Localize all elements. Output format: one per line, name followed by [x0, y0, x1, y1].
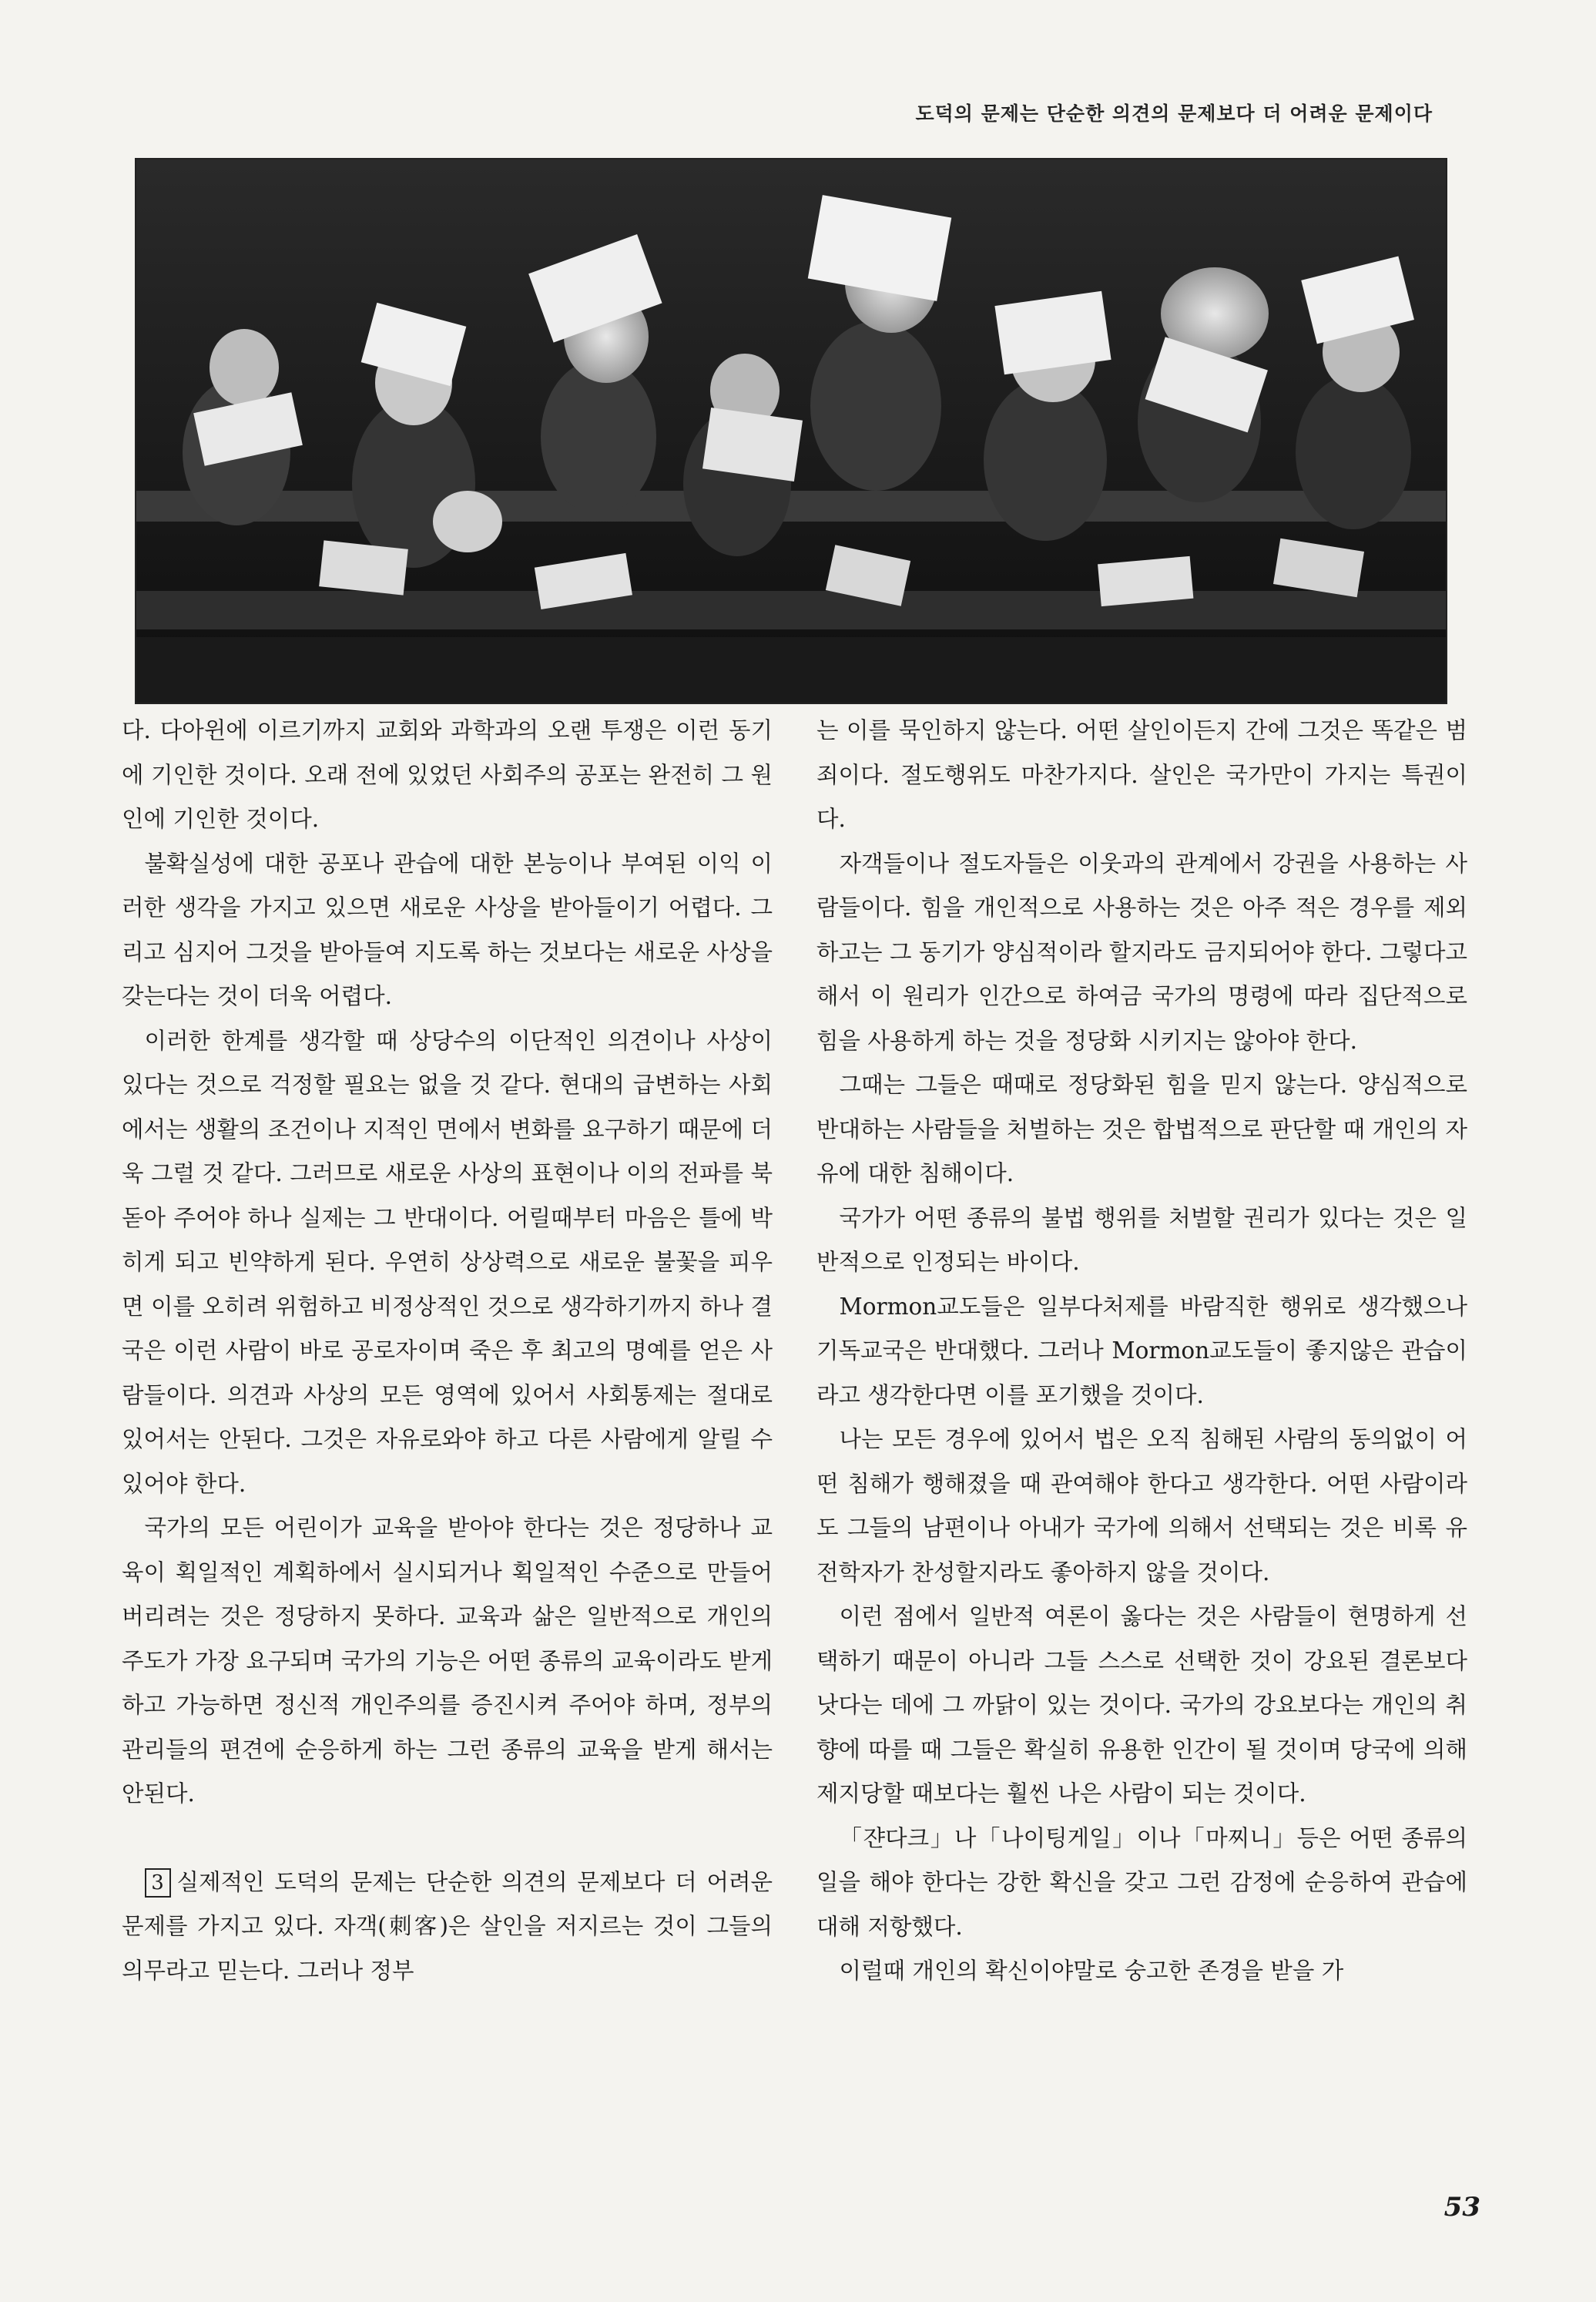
left-column — [122, 709, 773, 1993]
photo-illustration — [135, 158, 1447, 704]
right-paragraph-3: 그때는 그들은 때때로 정당화된 힘을 믿지 않는다. 양심적으로 반대하는 사람들을 처벌하는 것은 합법적으로 판단할 때 개인의 자유에 대한 침해이다. — [816, 1072, 1467, 1186]
photo-image — [136, 159, 1446, 703]
section-number-box: 3 — [145, 1868, 171, 1898]
right-paragraph-4: 국가가 어떤 종류의 불법 행위를 처벌할 권리가 있다는 것은 일반적으로 인정되는 바이다. — [816, 1204, 1467, 1275]
right-paragraph-9: 이럴때 개인의 확신이야말로 숭고한 존경을 받을 가 — [839, 1958, 1344, 1984]
left-paragraph-2: 불확실성에 대한 공포나 관습에 대한 본능이나 부여된 이익 이러한 생각을 가지고 있으면 새로운 사상을 받아들이기 어렵다. 그리고 심지어 그것을 받아들여 지도록 하는 것보다는 새로운 사상을 갖는다는 것이 더욱 어렵다. — [122, 850, 773, 1009]
page-number: 53 — [1443, 2192, 1480, 2223]
right-paragraph-5: Mormon교도들은 일부다처제를 바람직한 행위로 생각했으나 기독교국은 반대했다. 그러나 Mormon교도들이 좋지않은 관습이라고 생각한다면 이를 포기했을 것이다. — [816, 1293, 1467, 1408]
right-paragraph-8: 「쟌다크」나「나이팅게일」이나「마찌니」등은 어떤 종류의 일을 해야 한다는 강한 확신을 갖고 그런 감정에 순응하여 관습에 대해 저항했다. — [816, 1824, 1467, 1940]
right-paragraph-1: 는 이를 묵인하지 않는다. 어떤 살인이든지 간에 그것은 똑같은 범죄이다. 절도행위도 마찬가지다. 살인은 국가만이 가지는 특권이다. — [816, 717, 1467, 832]
left-paragraph-4: 국가의 모든 어린이가 교육을 받아야 한다는 것은 정당하나 교육이 획일적인 계획하에서 실시되거나 획일적인 수준으로 만들어 버리려는 것은 정당하지 못하다. 교육과 삶은 일반적으로 개인의 주도가 가장 요구되며 국가의 기능은 어떤 종류의 교육이라도 받게 하고 가능하면 정신적 개인주의를 증진시켜 주어야 하며, 정부의 관리들의 편견에 순응하게 하는 그런 종류의 교육을 받게 해서는 안된다. — [122, 1515, 773, 1807]
right-paragraph-6: 나는 모든 경우에 있어서 법은 오직 침해된 사람의 동의없이 어떤 침해가 행해졌을 때 관여해야 한다고 생각한다. 어떤 사람이라도 그들의 남편이나 아내가 국가에 의해서 선택되는 것은 비록 유전학자가 찬성할지라도 좋아하지 않을 것이다. — [816, 1426, 1467, 1586]
right-paragraph-7: 이런 점에서 일반적 여론이 옳다는 것은 사람들이 현명하게 선택하기 때문이 아니라 그들 스스로 선택한 것이 강요된 결론보다 낫다는 데에 그 까닭이 있는 것이다. 국가의 강요보다는 개인의 취향에 따를 때 그들은 확실히 유용한 인간이 될 것이며 당국에 의해 제지당할 때보다는 훨씬 나은 사람이 되는 것이다. — [816, 1603, 1467, 1807]
running-header: 도덕의 문제는 단순한 의견의 문제보다 더 어려운 문제이다 — [915, 102, 1433, 125]
left-paragraph-1: 다. 다아윈에 이르기까지 교회와 과학과의 오랜 투쟁은 이런 동기에 기인한 것이다. 오래 전에 있었던 사회주의 공포는 완전히 그 원인에 기인한 것이다. — [122, 717, 773, 832]
section-3-text: 실제적인 도덕의 문제는 단순한 의견의 문제보다 더 어려운 문제를 가지고 있다. 자객(刺客)은 살인을 저지르는 것이 그들의 의무라고 믿는다. 그러나 정부 — [122, 1868, 773, 1984]
left-paragraph-3: 이러한 한계를 생각할 때 상당수의 이단적인 의견이나 사상이 있다는 것으로 걱정할 필요는 없을 것 같다. 현대의 급변하는 사회에서는 생활의 조건이나 지적인 면에서 변화를 요구하기 때문에 더욱 그럴 것 같다. 그러므로 새로운 사상의 표현이나 이의 전파를 북돋아 주어야 하나 실제는 그 반대이다. 어릴때부터 마음은 틀에 박히게 되고 빈약하게 된다. 우연히 상상력으로 새로운 불꽃을 피우면 이를 오히려 위험하고 비정상적인 것으로 생각하기까지 하나 결국은 이런 사람이 바로 공로자이며 죽은 후 최고의 명예를 얻은 사람들이다. 의견과 사상의 모든 영역에 있어서 사회통제는 절대로 있어서는 안된다. 그것은 자유로와야 하고 다른 사람에게 알릴 수 있어야 한다. — [122, 1027, 773, 1497]
right-column — [816, 709, 1467, 1994]
section-3-paragraph — [122, 1861, 773, 1994]
right-paragraph-2: 자객들이나 절도자들은 이웃과의 관계에서 강권을 사용하는 사람들이다. 힘을 개인적으로 사용하는 것은 아주 적은 경우를 제외하고는 그 동기가 양심적이라 할지라도 금지되어야 한다. 그렇다고 해서 이 원리가 인간으로 하여금 국가의 명령에 따라 집단적으로 힘을 사용하게 하는 것을 정당화 시키지는 않아야 한다. — [816, 850, 1467, 1054]
